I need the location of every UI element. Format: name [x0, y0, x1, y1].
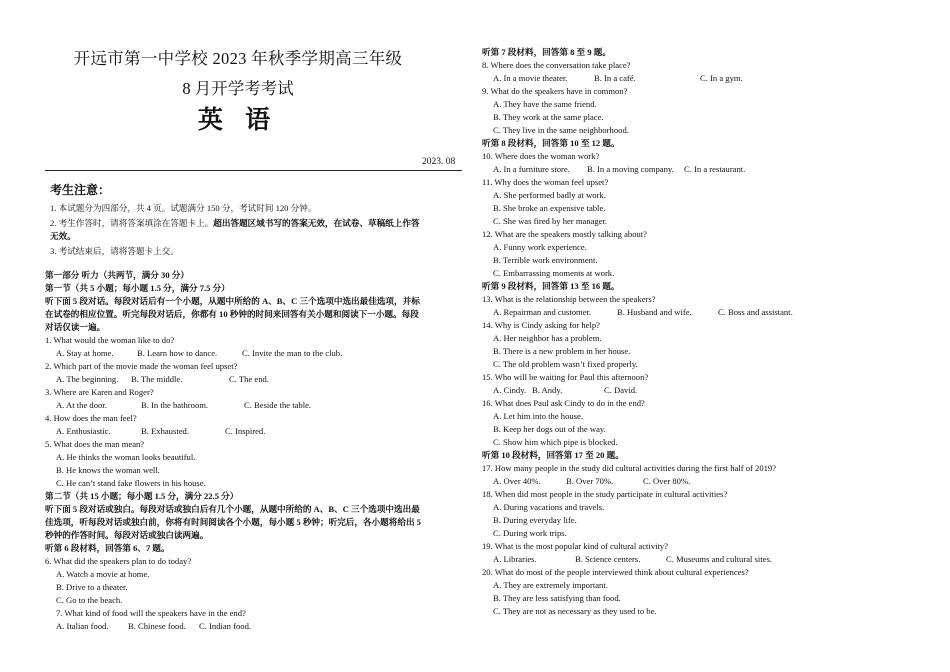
q17-option-b: B. Over 70%. [566, 476, 614, 486]
q13-option-c: C. Boss and assistant. [718, 307, 793, 317]
material-7-heading: 听第 7 段材料，回答第 8 至 9 题。 [482, 47, 611, 57]
question-3: 3. Where are Karen and Roger? [45, 387, 154, 397]
question-9: 9. What do the speakers have in common? [482, 86, 628, 96]
q12-option-a: A. Funny work experience. [493, 242, 587, 252]
material-9-heading: 听第 9 段材料，回答第 13 至 16 题。 [482, 281, 620, 291]
q9-option-a: A. They have the same friend. [493, 99, 597, 109]
question-4: 4. How does the man feel? [45, 413, 137, 423]
q12-option-b: B. Terrible work environment. [493, 255, 598, 265]
notice-item-2-emphasis: 超出答题区域书写的答案无效，在试卷、草稿纸上作答 [213, 218, 420, 228]
q2-option-a: A. The beginning. [56, 374, 119, 384]
q5-option-b: B. He knows the woman well. [56, 465, 160, 475]
notice-item-3: 3. 考试结束后，请将答题卡上交。 [50, 246, 179, 256]
section1-instructions-3: 对话仅读一遍。 [45, 322, 106, 332]
q16-option-a: A. Let him into the house. [493, 411, 583, 421]
question-16: 16. What does Paul ask Cindy to do in the end? [482, 398, 645, 408]
section2-instructions-3: 秒钟的作答时间。每段对话或独白读两遍。 [45, 530, 209, 540]
q17-option-c: C. Over 80%. [643, 476, 691, 486]
exam-subtitle: 8 月开学考考试 [182, 79, 294, 98]
q11-option-a: A. She performed badly at work. [493, 190, 606, 200]
question-8: 8. Where does the conversation take place? [482, 60, 631, 70]
q19-option-b: B. Science centers. [575, 554, 641, 564]
question-12: 12. What are the speakers mostly talking about? [482, 229, 647, 239]
question-20: 20. What do most of the people interviewed think about cultural experiences? [482, 567, 749, 577]
section2-instructions-2: 佳选项，听每段对话或独白前，你将有时间阅读各个小题，每小题 5 秒钟；听完后，各小题将给出 5 [45, 517, 421, 527]
question-13: 13. What is the relationship between the speakers? [482, 294, 656, 304]
q10-option-c: C. In a restaurant. [684, 164, 746, 174]
header-divider [45, 170, 462, 171]
notice-item-2 [50, 218, 420, 229]
q14-option-a: A. Her neighbor has a problem. [493, 333, 602, 343]
q4-option-c: C. Inspired. [225, 426, 266, 436]
q8-option-a: A. In a movie theater. [493, 73, 568, 83]
notice-item-1: 1. 本试题分为四部分，共 4 页。试题满分 150 分，考试时间 120 分钟。 [50, 203, 317, 213]
section2-heading: 第二节（共 15 小题；每小题 1.5 分，满分 22.5 分） [45, 491, 239, 501]
material-6-heading: 听第 6 段材料，回答第 6、7 题。 [45, 543, 170, 553]
question-15: 15. Who will be waiting for Paul this afternoon? [482, 372, 649, 382]
q10-option-b: B. In a moving company. [587, 164, 674, 174]
q5-option-c: C. He can’t stand fake flowers in his house. [56, 478, 206, 488]
question-2: 2. Which part of the movie made the woman feel upset? [45, 361, 238, 371]
q1-option-c: C. Invite the man to the club. [242, 348, 343, 358]
question-19: 19. What is the most popular kind of cultural activity? [482, 541, 668, 551]
q3-option-a: A. At the door. [56, 400, 107, 410]
q8-option-c: C. In a gym. [700, 73, 743, 83]
question-1: 1. What would the woman like to do? [45, 335, 175, 345]
material-10-heading: 听第 10 段材料，回答第 17 至 20 题。 [482, 450, 624, 460]
section2-instructions-1: 听下面 5 段对话或独白。每段对话或独白后有几个小题，从题中所给的 A、B、C 三个选项中选出最 [45, 504, 420, 514]
q19-option-c: C. Museums and cultural sites. [666, 554, 772, 564]
q12-option-c: C. Embarrassing moments at work. [493, 268, 615, 278]
question-14: 14. Why is Cindy asking for help? [482, 320, 600, 330]
q15-option-b: B. Andy. [532, 385, 563, 395]
q18-option-c: C. During work trips. [493, 528, 567, 538]
question-7: 7. What kind of food will the speakers have in the end? [56, 608, 246, 618]
q9-option-b: B. They work at the same place. [493, 112, 604, 122]
q7-option-c: C. Indian food. [199, 621, 252, 631]
part1-heading: 第一部分 听力（共两节，满分 30 分） [45, 270, 189, 280]
q11-option-c: C. She was fired by her manager. [493, 216, 608, 226]
notice-item-2-cont: 无效。 [50, 231, 76, 241]
question-18: 18. When did most people in the study participate in cultural activities? [482, 489, 728, 499]
q14-option-c: C. The old problem wasn’t fixed properly. [493, 359, 638, 369]
q4-option-b: B. Exhausted. [141, 426, 189, 436]
q20-option-c: C. They are not as necessary as they used to be. [493, 606, 657, 616]
question-17: 17. How many people in the study did cultural activities during the first half of 2019? [482, 463, 777, 473]
question-6: 6. What did the speakers plan to do today? [45, 556, 192, 566]
question-10: 10. Where does the woman work? [482, 151, 600, 161]
q11-option-b: B. She broke an expensive table. [493, 203, 606, 213]
q13-option-b: B. Husband and wife. [617, 307, 692, 317]
question-11: 11. Why does the woman feel upset? [482, 177, 609, 187]
q4-option-a: A. Enthusiastic. [56, 426, 111, 436]
question-5: 5. What does the man mean? [45, 439, 145, 449]
q5-option-a: A. He thinks the woman looks beautiful. [56, 452, 196, 462]
q16-option-b: B. Keep her dogs out of the way. [493, 424, 606, 434]
q7-option-b: B. Chinese food. [128, 621, 186, 631]
q2-option-b: B. The middle. [131, 374, 183, 384]
exam-date: 2023. 08 [422, 157, 456, 167]
q8-option-b: B. In a café. [594, 73, 636, 83]
q14-option-b: B. There is a new problem in her house. [493, 346, 631, 356]
q15-option-a: A. Cindy. [493, 385, 527, 395]
q1-option-b: B. Learn how to dance. [137, 348, 218, 358]
section1-heading: 第一节（共 5 小题；每小题 1.5 分，满分 7.5 分） [45, 283, 230, 293]
notice-heading: 考生注意： [50, 183, 111, 197]
notice-item-2-text: 2. 考生作答时，请将答案填涂在答题卡上。 [50, 218, 214, 228]
q17-option-a: A. Over 40%. [493, 476, 541, 486]
q19-option-a: A. Libraries. [493, 554, 537, 564]
q10-option-a: A. In a furniture store. [493, 164, 570, 174]
section1-instructions-2: 在试卷的相应位置。听完每段对话后，你都有 10 秒钟的时间来回答有关小题和阅读下一小题。每段 [45, 309, 419, 319]
section1-instructions-1: 听下面 5 段对话。每段对话后有一个小题，从题中所给的 A、B、C 三个选项中选出最佳选项，并标 [45, 296, 420, 306]
exam-title: 开远市第一中学校 2023 年秋季学期高三年级 [73, 49, 403, 68]
q6-option-b: B. Drive to a theater. [56, 582, 128, 592]
q3-option-b: B. In the bathroom. [141, 400, 209, 410]
q3-option-c: C. Beside the table. [244, 400, 312, 410]
q6-option-a: A. Watch a movie at home. [56, 569, 150, 579]
q1-option-a: A. Stay at home. [56, 348, 114, 358]
q2-option-c: C. The end. [229, 374, 269, 384]
q15-option-c: C. David. [604, 385, 638, 395]
q16-option-c: C. Show him which pipe is blocked. [493, 437, 618, 447]
q6-option-c: C. Go to the beach. [56, 595, 123, 605]
material-8-heading: 听第 8 段材料，回答第 10 至 12 题。 [482, 138, 620, 148]
subject-title: 英 语 [197, 107, 279, 134]
q9-option-c: C. They live in the same neighborhood. [493, 125, 629, 135]
q20-option-b: B. They are less satisfying than food. [493, 593, 621, 603]
q13-option-a: A. Repairman and customer. [493, 307, 592, 317]
q7-option-a: A. Italian food. [56, 621, 109, 631]
q18-option-a: A. During vacations and travels. [493, 502, 605, 512]
q18-option-b: B. During everyday life. [493, 515, 577, 525]
q20-option-a: A. They are extremely important. [493, 580, 608, 590]
